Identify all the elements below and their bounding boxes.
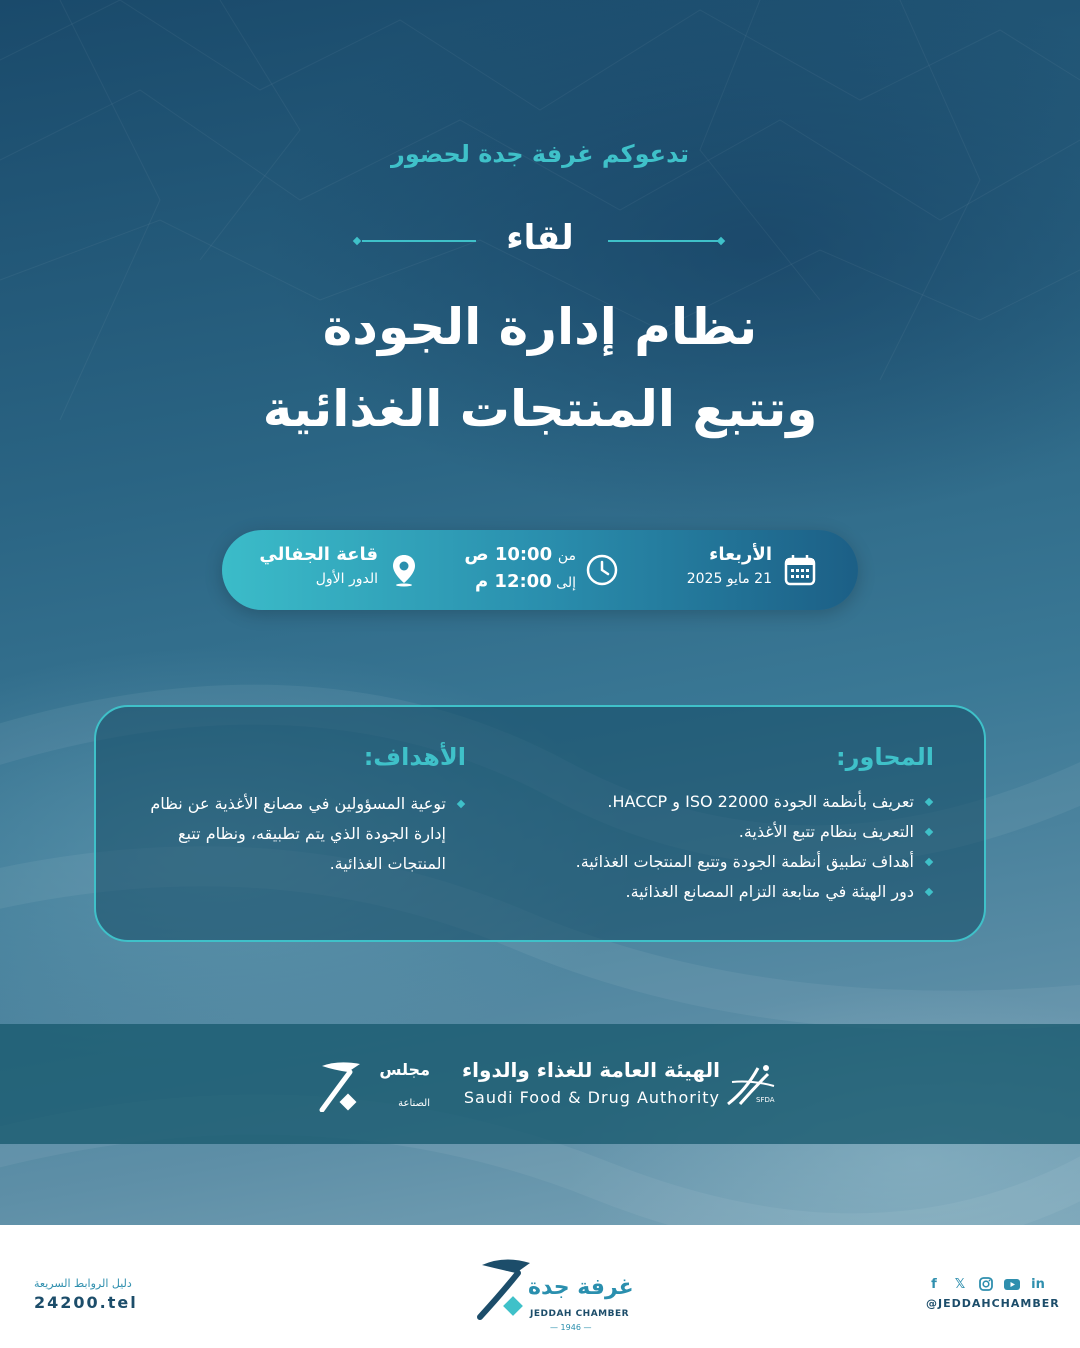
- event-type-row: [0, 218, 1080, 268]
- quick-links-phone[interactable]: 24200.tel: [34, 1293, 138, 1312]
- topic-item: التعريف بنظام تتبع الأغذية.: [514, 817, 934, 847]
- topic-item: دور الهيئة في متابعة التزام المصانع الغذائية.: [514, 877, 934, 907]
- topics-list: [514, 787, 934, 907]
- time-from-label: من: [557, 548, 576, 564]
- sfda-logo-icon: [722, 1060, 782, 1110]
- jeddah-chamber-logo-icon: [476, 1255, 532, 1321]
- partner-logos-band: [0, 1024, 1080, 1144]
- x-icon[interactable]: 𝕏: [954, 1277, 966, 1292]
- decor-line: [608, 240, 718, 242]
- goals-list: [148, 789, 466, 879]
- venue-floor: الدور الأول: [315, 571, 378, 587]
- details-panel: [94, 705, 986, 942]
- social-links: [926, 1277, 1046, 1293]
- sfda-abbr: SFDA: [756, 1096, 775, 1104]
- goals-heading: الأهداف:: [363, 743, 466, 771]
- time-to-row: [460, 571, 576, 592]
- jeddah-chamber-name-ar: غرفة جدة: [528, 1275, 634, 1300]
- location-pin-icon: [386, 552, 422, 588]
- industry-council-name: مجلس: [379, 1060, 430, 1079]
- linkedin-icon[interactable]: in: [1031, 1277, 1045, 1292]
- event-type: لقاء: [506, 218, 574, 258]
- clock-icon: [584, 552, 620, 588]
- time-to: 12:00 م: [474, 571, 552, 592]
- jeddah-chamber-year: — 1946 —: [550, 1323, 592, 1332]
- facebook-icon[interactable]: f: [931, 1277, 937, 1292]
- venue-name: قاعة الجفالي: [259, 544, 378, 565]
- time-from: 10:00 ص: [464, 544, 553, 565]
- youtube-icon[interactable]: [1004, 1277, 1020, 1293]
- event-day: الأربعاء: [709, 544, 772, 565]
- topics-heading: المحاور:: [836, 743, 934, 771]
- calendar-icon: [782, 552, 818, 588]
- sfda-name-en: Saudi Food & Drug Authority: [463, 1088, 720, 1107]
- page-title-line1: نظام إدارة الجودة: [322, 298, 758, 356]
- event-date: 21 مايو 2025: [686, 571, 772, 587]
- quick-links-label: دليل الروابط السريعة: [34, 1277, 132, 1290]
- topic-item: أهداف تطبيق أنظمة الجودة وتتبع المنتجات الغذائية.: [514, 847, 934, 877]
- date-block: [662, 544, 772, 596]
- decor-diamond: [717, 237, 725, 245]
- invite-text: تدعوكم غرفة جدة لحضور: [391, 140, 689, 168]
- decor-line: [362, 240, 476, 242]
- event-info-bar: [222, 530, 858, 610]
- industry-council-sub: الصناعة: [398, 1098, 430, 1109]
- decor-diamond: [353, 237, 361, 245]
- topic-item: تعريف بأنظمة الجودة ISO 22000 و HACCP.: [514, 787, 934, 817]
- time-to-label: إلى: [556, 575, 576, 591]
- page-title-line2: وتتبع المنتجات الغذائية: [262, 380, 818, 438]
- instagram-icon[interactable]: [978, 1277, 994, 1293]
- footer: [0, 1225, 1080, 1348]
- goal-item: توعية المسؤولين في مصانع الأغذية عن نظام إدارة الجودة الذي يتم تطبيقه، ونظام تتبع المنتجات الغذائية.: [148, 789, 466, 879]
- time-from-row: [460, 544, 576, 565]
- social-handle[interactable]: @JEDDAHCHAMBER: [926, 1297, 1060, 1310]
- sfda-name-ar: الهيئة العامة للغذاء والدواء: [461, 1058, 720, 1082]
- jeddah-chamber-name-en: JEDDAH CHAMBER: [530, 1309, 630, 1319]
- time-block: [460, 544, 576, 596]
- venue-block: [252, 544, 378, 596]
